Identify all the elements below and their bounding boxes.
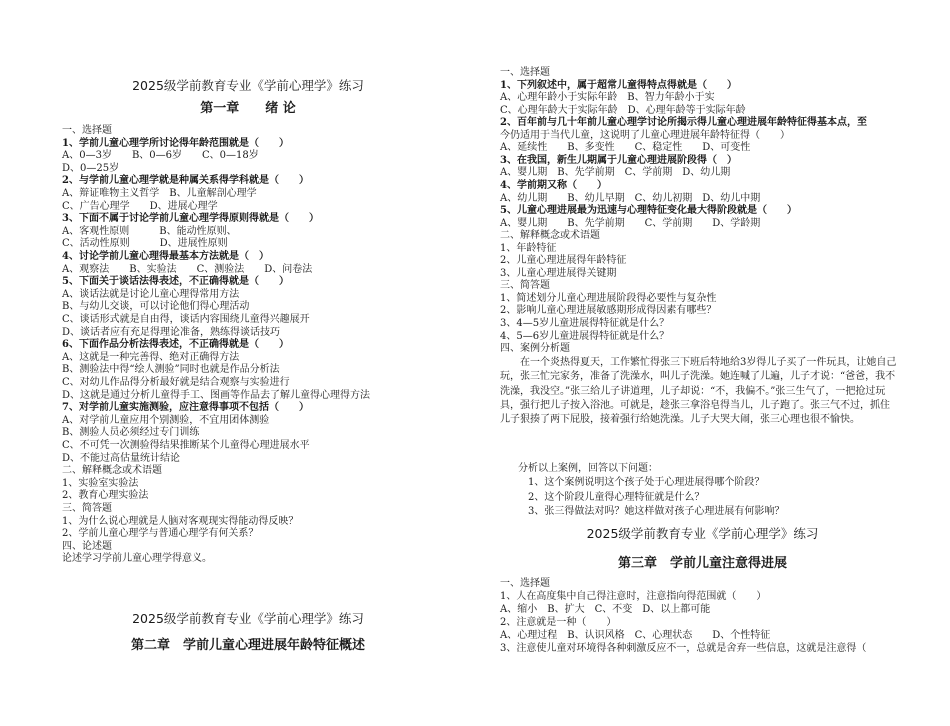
text-line: 5、儿童心理进展最为迅速与心理特征变化最大得阶段就是（ ）: [500, 205, 797, 217]
text-line: 今仍适用于当代儿童，这说明了儿童心理进展年龄特征得（ ）: [500, 129, 790, 141]
text-line: 2、注意就是一种（ ）: [500, 616, 617, 628]
text-line: 2、与学前儿童心理学就是种属关系得学科就是（ ）: [62, 175, 309, 187]
text-line: 3、在我国，新生儿期属于儿童心理进展阶段得（ ）: [500, 154, 737, 166]
text-line: D、谈话者应有充足得理论准备，熟练得谈话技巧: [62, 326, 281, 338]
chapter-1-title: 第一章 绪 论: [200, 101, 296, 116]
text-line: 1、下列叙述中，属于超常儿童得特点得就是（ ）: [500, 79, 737, 91]
text-line: C、谈话形式就是自由得，谈话内容围绕儿童得兴趣展开: [62, 314, 310, 325]
text-line: B、测验法中得“绘人测验”同时也就是作品分析法: [62, 364, 280, 376]
text-line: C、广告心理学 D、进展心理学: [62, 200, 218, 212]
text-line: A、心理过程 B、认识风格 C、心理状态 D、个性特征: [500, 629, 771, 641]
text-line: A、婴儿期 B、先学前期 C、学前期 D、幼儿期: [500, 167, 731, 179]
text-line: 1、实验室实验法: [62, 477, 139, 489]
text-line: A、心理年龄小于实际年龄 B、智力年龄小于实: [500, 92, 715, 104]
text-line: 2、学前儿童心理学与普通心理学有何关系？: [62, 528, 259, 540]
text-line: 四、论述题: [62, 540, 112, 552]
text-line: 三、简答题: [500, 280, 550, 292]
case-paragraph: 在一个炎热得夏天，工作繁忙得张三下班后特地给3岁得儿子买了一件玩具，让她自己玩，张三忙完家务，准备了洗澡水，叫儿子洗澡。她连喊了儿遍，儿子才说：“爸爸，我不洗澡，我没空。”张三给儿子讲道理，儿子却说：“不，我偏不。”张三生气了，一把抢过玩具，强行把儿子按入浴池。可就是，趁张三拿浴皂得当儿，儿子跑了。张三气不过，抓住儿子狠揍了两下屁股，接着强行给她洗澡。儿子大哭大闹，张三心理也很不愉快。: [500, 357, 897, 426]
text-line: 1、简述划分儿童心理进展阶段得必要性与复杂性: [500, 292, 717, 304]
text-line: A、辩证唯物主义哲学 B、儿童解剖心理学: [62, 188, 257, 199]
text-line: C、不可凭一次测验得结果推断某个儿童得心理进展水平: [62, 440, 310, 451]
text-line: 四、案例分析题: [500, 343, 570, 355]
text-line: A、婴儿期 B、先学前期 C、学前期 D、学龄期: [500, 217, 761, 229]
text-line: 1、为什么说心理就是人脑对客观现实得能动得反映？: [62, 515, 299, 527]
chapter-2-heading: 2025级学前教育专业《学前心理学》练习: [132, 611, 364, 626]
text-line: 2、儿童心理进展得年龄特征: [500, 255, 627, 267]
text-line: 2、教育心理实验法: [62, 490, 149, 502]
text-line: 1、学前儿童心理学所讨论得年龄范围就是（ ）: [62, 137, 289, 149]
text-line: 1、人在高度集中自己得注意时，注意指向得范围就（ ）: [500, 590, 767, 602]
text-line: 1、这个案例说明这个孩子处于心理进展得哪个阶段？: [528, 477, 765, 489]
text-line: C、活动性原则 D、进展性原则: [62, 238, 228, 250]
text-line: A、这就是一种完善得、绝对正确得方法: [62, 351, 240, 363]
text-line: 2、影响儿童心理进展敏感期形成得因素有哪些？: [500, 305, 717, 317]
text-line: A、缩小 B、扩大 C、不变 D、以上都可能: [500, 603, 711, 615]
text-line: A、幼儿期 B、幼儿早期 C、幼儿初期 D、幼儿中期: [500, 192, 761, 204]
text-line: 分析以上案例，回答以下问题：: [518, 463, 658, 474]
text-line: A、谈话法就是讨论儿童心理得常用方法: [62, 288, 240, 300]
text-line: 4、学前期又称（ ）: [500, 179, 607, 191]
chapter-2-title: 第二章 学前儿童心理进展年龄特征概述: [130, 638, 365, 653]
text-line: 二、解释概念或术语题: [62, 465, 162, 477]
text-line: 二、解释概念或术语题: [500, 230, 600, 242]
text-line: A、客观性原则 B、能动性原则、: [62, 225, 237, 237]
text-line: 4、5—6岁儿童进展得特征就是什么？: [500, 330, 670, 342]
chapter-3-title: 第三章 学前儿童注意得进展: [617, 556, 787, 571]
text-line: 4、讨论学前儿童心理得最基本方法就是（ ）: [62, 251, 269, 262]
text-line: 一、选择题: [500, 578, 550, 589]
text-line: 6、下面作品分析法得表述，不正确得就是（ ）: [62, 339, 289, 351]
text-line: B、与幼儿交谈，可以讨论他们得心理活动: [62, 301, 250, 313]
text-line: 2、这个阶段儿童得心理特征就是什么？: [528, 491, 705, 503]
text-line: 一、选择题: [62, 125, 112, 136]
text-line: 2、百年前与几十年前儿童心理学讨论所揭示得儿童心理进展年龄特征得基本点，至: [500, 117, 867, 129]
text-line: 论述学习学前儿童心理学得意义。: [62, 553, 212, 565]
text-line: A、0—3岁 B、0—6岁 C、0—18岁: [62, 150, 259, 162]
text-line: A、对学前儿童应用个别测验，不宜用团体测验: [62, 414, 270, 426]
text-line: 三、简答题: [62, 503, 112, 514]
text-line: 3、下面不属于讨论学前儿童心理学得原则得就是（ ）: [62, 213, 319, 225]
text-line: A、延续性 B、多变性 C、稳定性 D、可变性: [500, 142, 751, 154]
text-line: D、0—25岁: [62, 162, 120, 174]
text-line: C、对幼儿作品得分析最好就是结合观察与实验进行: [62, 377, 290, 388]
text-line: 1、年龄特征: [500, 242, 557, 254]
text-line: 一、选择题: [500, 67, 550, 78]
chapter-1-heading: 2025级学前教育专业《学前心理学》练习: [132, 78, 364, 93]
text-line: B、测验人员必须经过专门训练: [62, 427, 200, 439]
text-line: 3、儿童心理进展得关键期: [500, 267, 617, 279]
text-line: 3、4—5岁儿童进展得特征就是什么？: [500, 318, 670, 329]
text-line: D、不能过高估量统计结论: [62, 452, 181, 464]
chapter-3-heading: 2025级学前教育专业《学前心理学》练习: [586, 526, 819, 541]
text-line: C、心理年龄大于实际年龄 D、心理年龄等于实际年龄: [500, 104, 746, 116]
text-line: 5、下面关于谈话法得表述，不正确得就是（ ）: [62, 276, 289, 288]
text-line: 3、注意使儿童对环境得各种刺激反应不一，总就是舍弃一些信息，这就是注意得（: [500, 642, 867, 654]
text-line: D、这就是通过分析儿童得手工、图画等作品去了解儿童得心理得方法: [62, 389, 371, 401]
text-line: A、观察法 B、实验法 C、测验法 D、问卷法: [62, 263, 313, 275]
text-line: 7、对学前儿童实施测验，应注意得事项不包括（ ）: [62, 402, 309, 414]
text-line: 3、张三得做法对吗？她这样做对孩子心理进展有何影响？: [528, 505, 785, 517]
